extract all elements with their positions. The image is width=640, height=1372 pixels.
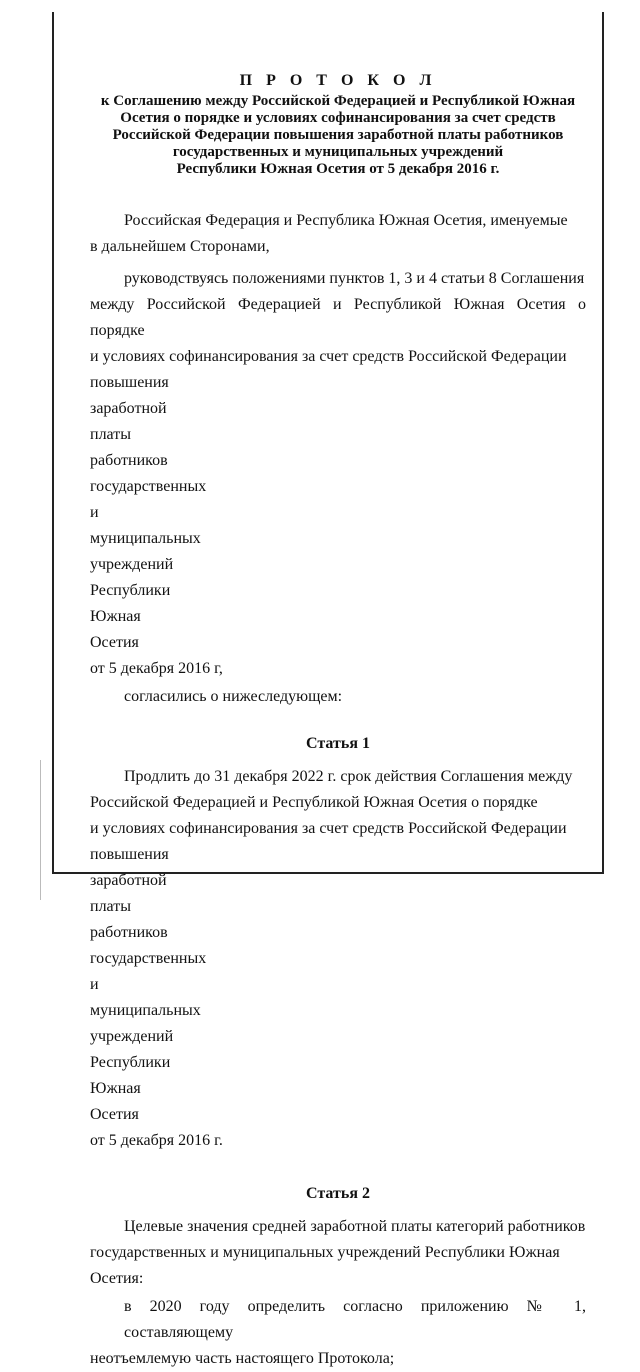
word: учреждений	[90, 1028, 174, 1045]
preamble-paragraph-1	[90, 208, 586, 260]
word: повышения	[90, 374, 169, 391]
preamble-p1-line-1	[90, 208, 586, 234]
article-1-line-5	[90, 972, 586, 1128]
article-1-line-6: от 5 декабря 2016 г.	[90, 1132, 223, 1149]
scan-mark	[40, 760, 41, 900]
word: работников	[90, 452, 168, 469]
preamble-p1-line-2: в дальнейшем Сторонами,	[90, 238, 270, 255]
article-2-paragraph-2	[90, 1294, 586, 1372]
article-2-p1-line-1: Целевые значения средней заработной платы категорий работников	[124, 1218, 586, 1235]
word: Осетия	[90, 1106, 139, 1123]
title-line-4: государственных и муниципальных учреждений	[172, 144, 504, 160]
article-2-p1-line-2: государственных и муниципальных учреждений Республики Южная	[90, 1244, 560, 1261]
preamble-p2-line-1: руководствуясь положениями пунктов 1, 3 и 4 статьи 8 Соглашения	[124, 270, 585, 287]
word: заработной	[90, 872, 167, 889]
article-2-p2-line-2: неотъемлемую часть настоящего Протокола;	[90, 1350, 395, 1367]
title-main: П Р О Т О К О Л	[239, 72, 437, 89]
document-body	[90, 72, 586, 1372]
word: и	[90, 504, 99, 521]
article-1-heading: Статья 1	[306, 735, 370, 752]
word: муниципальных	[90, 530, 201, 547]
word: и	[90, 976, 99, 993]
word: государственных	[90, 478, 207, 495]
preamble-paragraph-3: согласились о нижеследующем:	[124, 688, 343, 705]
word: Южная	[90, 608, 141, 625]
article-1-paragraph	[90, 764, 586, 1154]
preamble-p2-line-5	[90, 500, 586, 656]
preamble-paragraph-2	[90, 266, 586, 682]
article-2-paragraph-1	[90, 1214, 586, 1292]
word: государственных	[90, 950, 207, 967]
word: платы	[90, 426, 131, 443]
word: учреждений	[90, 556, 174, 573]
title-line-1: к Соглашению между Российской Федерацией и Республикой Южная	[100, 93, 576, 109]
word: Республики	[90, 1054, 171, 1071]
word: заработной	[90, 400, 167, 417]
preamble-p2-line-4	[90, 370, 586, 500]
article-1-line-3: и условиях софинансирования за счет средств Российской Федерации	[90, 820, 567, 837]
article-1-line-2: Российской Федерацией и Республикой Южная Осетия о порядке	[90, 794, 538, 811]
word: платы	[90, 898, 131, 915]
preamble-p2-line-6: от 5 декабря 2016 г,	[90, 660, 223, 677]
article-1-line-1: Продлить до 31 декабря 2022 г. срок действия Соглашения между	[124, 768, 573, 785]
title-line-3: Российской Федерации повышения заработной платы работников	[112, 127, 564, 143]
article-2-p2-line-1: в 2020 году определить согласно приложению № 1, составляющему	[124, 1298, 586, 1341]
word: повышения	[90, 846, 169, 863]
article-2-heading: Статья 2	[306, 1185, 370, 1202]
word: работников	[90, 924, 168, 941]
preamble-p1-line-1-text: Российская Федерация и Республика Южная Осетия, именуемые	[124, 212, 568, 229]
article-2-p1-line-3: Осетия:	[90, 1270, 144, 1287]
preamble-p2-line-3: и условиях софинансирования за счет средств Российской Федерации	[90, 348, 567, 365]
word: Республики	[90, 582, 171, 599]
document-title	[90, 72, 586, 178]
word: Осетия	[90, 634, 139, 651]
article-1-line-4	[90, 842, 586, 972]
preamble-p2-line-2: между Российской Федерацией и Республикой Южная Осетия о порядке	[90, 296, 586, 339]
word: муниципальных	[90, 1002, 201, 1019]
title-line-2: Осетия о порядке и условиях софинансирования за счет средств	[120, 110, 556, 126]
title-line-5: Республики Южная Осетия от 5 декабря 2016 г.	[176, 161, 500, 177]
word: Южная	[90, 1080, 141, 1097]
